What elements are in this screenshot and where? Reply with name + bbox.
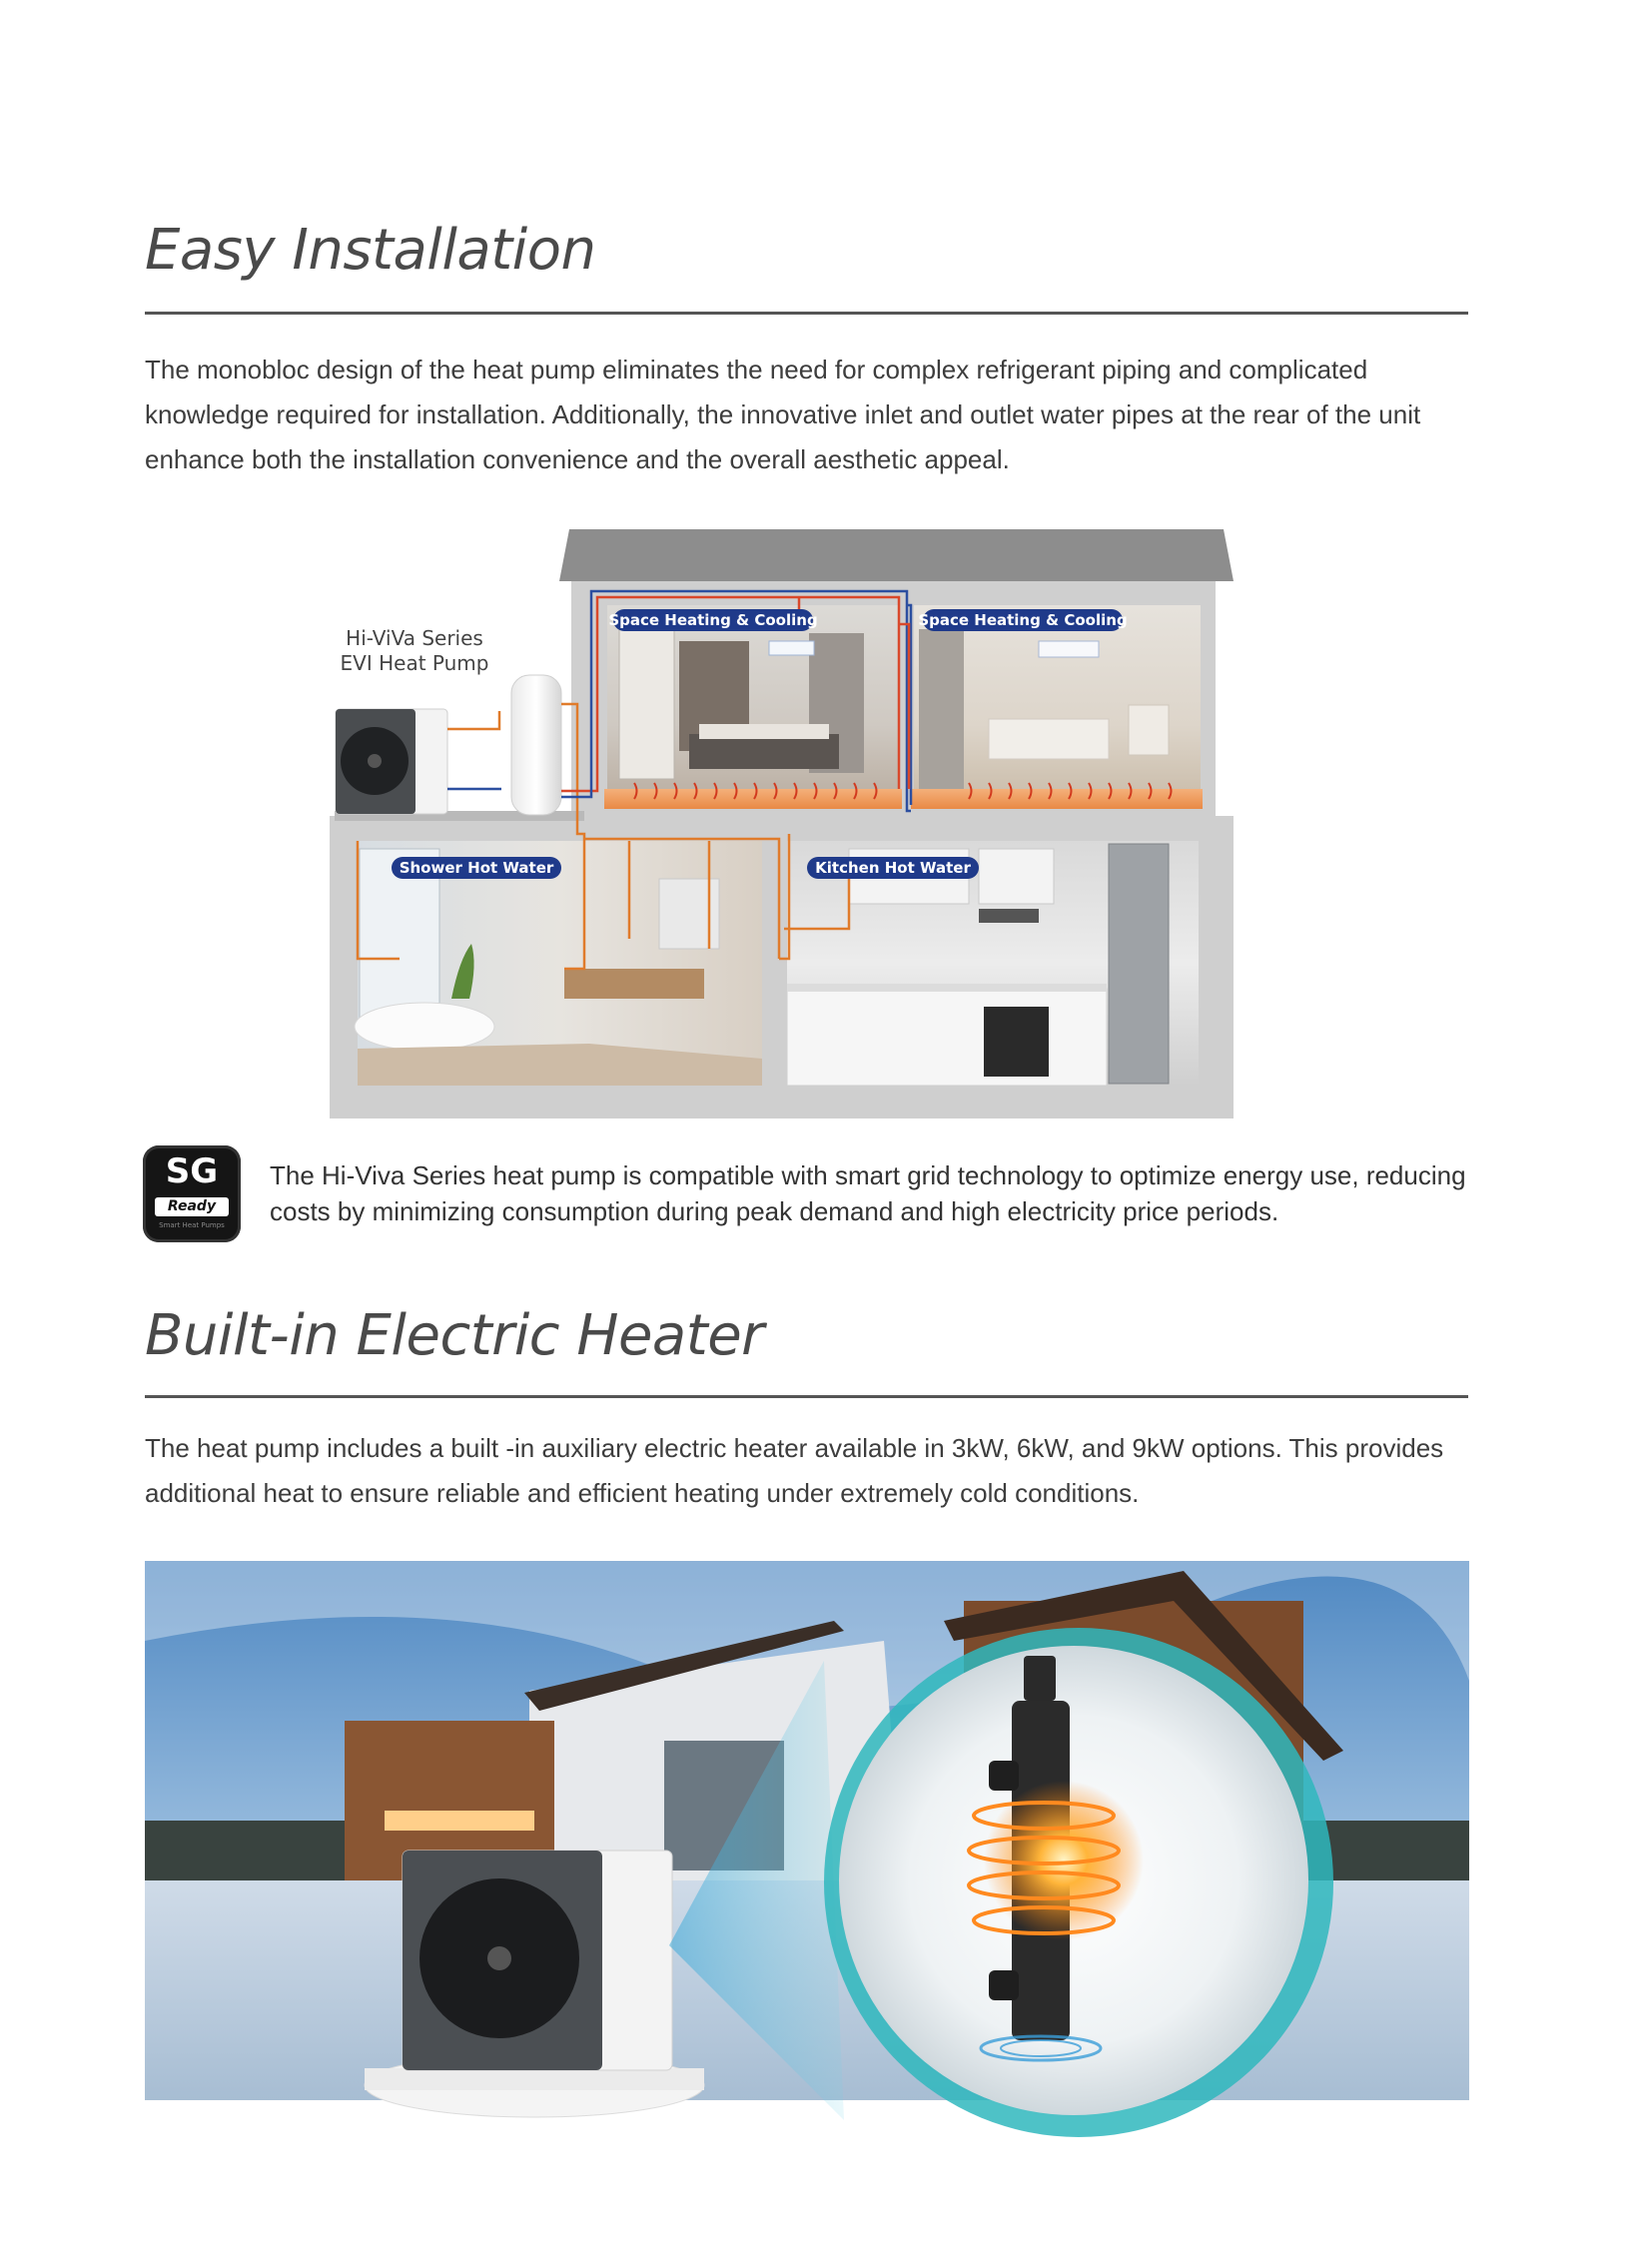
sg-badge-tiny: Smart Heat Pumps — [159, 1221, 225, 1229]
heat-pump-unit — [336, 709, 447, 814]
sg-badge-main: SG — [165, 1151, 219, 1191]
svg-text:Kitchen Hot Water: Kitchen Hot Water — [815, 859, 971, 877]
svg-text:Space Heating & Cooling: Space Heating & Cooling — [918, 611, 1128, 629]
electric-heater-hero-image — [145, 1561, 1469, 2150]
sg-ready-badge — [143, 1145, 241, 1242]
label-space-heating-cooling-1 — [608, 609, 817, 631]
section-title-electric-heater: Built-in Electric Heater — [145, 1303, 764, 1368]
easy-installation-paragraph: The monobloc design of the heat pump eliminates the need for complex refrigerant piping and complicated knowledge required for installation. Additionally, the innovative inlet and outlet water pipes at the rear of the unit enhance both the installation convenience and the overall aesthetic appeal. — [145, 355, 1421, 474]
house-roof — [559, 529, 1234, 581]
sg-badge-ready: Ready — [155, 1197, 229, 1216]
hero-heat-pump — [403, 1851, 672, 2070]
label-kitchen-hot-water — [807, 857, 979, 879]
svg-text:Space Heating & Cooling: Space Heating & Cooling — [608, 611, 818, 629]
electric-heater-paragraph: The heat pump includes a built -in auxiliary electric heater available in 3kW, 6kW, and 9kW options. This provides additional heat to ensure reliable and efficient heating under extremely cold conditions. — [145, 1433, 1444, 1508]
unit-caption-line1: Hi-ViVa Series — [346, 626, 483, 650]
hot-water-tank — [511, 675, 561, 815]
smart-grid-row — [143, 1143, 1471, 1243]
section-divider — [145, 312, 1468, 315]
label-shower-hot-water — [392, 857, 561, 879]
smart-grid-description: The Hi-Viva Series heat pump is compatible with smart grid technology to optimize energy use, reducing costs by minimizing consumption during peak demand and high electricity price periods. — [270, 1160, 1466, 1226]
svg-text:Shower Hot Water: Shower Hot Water — [399, 859, 554, 877]
house-installation-diagram — [330, 529, 1234, 1119]
unit-caption-line2: EVI Heat Pump — [340, 651, 489, 675]
living-room — [911, 605, 1203, 809]
section-divider — [145, 1395, 1468, 1398]
section-title-easy-installation: Easy Installation — [145, 218, 596, 283]
label-space-heating-cooling-2 — [918, 609, 1127, 631]
bedroom-room — [604, 605, 902, 809]
